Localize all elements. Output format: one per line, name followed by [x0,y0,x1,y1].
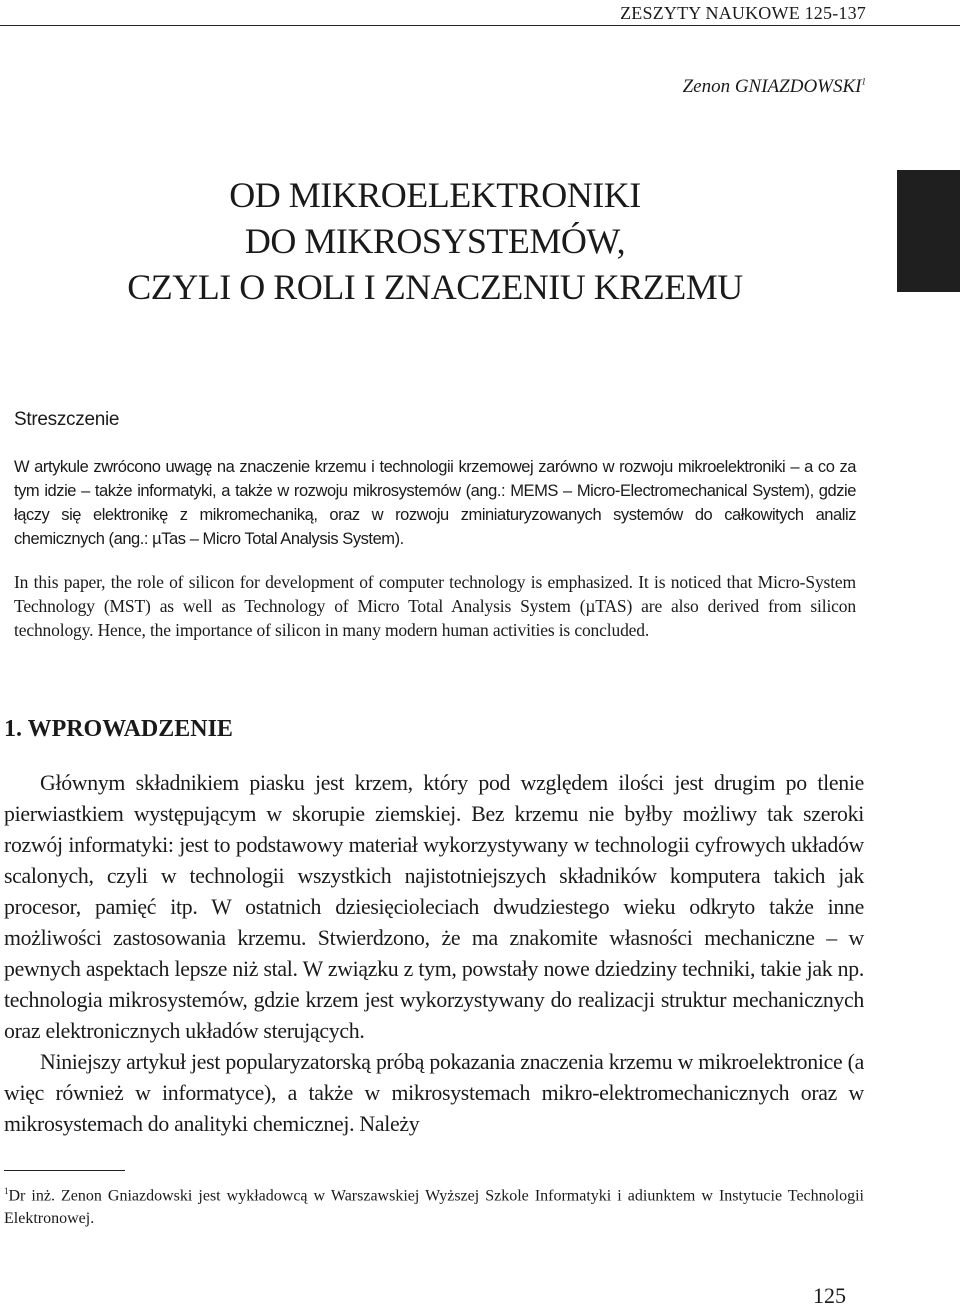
body-text [4,768,864,1140]
journal-name: ZESZYTY NAUKOWE 125-137 [620,3,866,23]
page-number: 125 [813,1283,846,1308]
chapter-side-tab [897,170,960,292]
abstract-heading: Streszczenie [14,409,120,430]
footnote-text: Dr inż. Zenon Gniazdowski jest wykładowcą w Warszawskiej Wyższej Szkole Informatyki i adiunktem w Instytucie Technologii Elektronowej. [4,1187,864,1228]
author-footnote-mark: 1 [861,76,866,87]
title-line: DO MIKROSYSTEMÓW, [244,221,626,261]
author-name: Zenon GNIAZDOWSKI [682,76,862,97]
abstract-polish: W artykule zwrócono uwagę na znaczenie krzemu i technologii krzemowej zarówno w rozwoju mikroelektroniki – a co za tym idzie – także informatyki, a także w rozwoju mikrosystemów (ang.: MEMS – Micro-Electromechanical System), gdzie łączy się elektronikę z mikromechaniką, oraz w rozwoju zminiaturyzowanych systemów do całkowitych analiz chemicznych (ang.: µTas – Micro Total Analysis System). [14,458,856,548]
title-line: OD MIKROELEKTRONIKI [229,175,641,215]
footnote [4,1180,864,1230]
title-line: CZYLI O ROLI I ZNACZENIU KRZEMU [127,267,743,307]
section-heading: 1. WPROWADZENIE [4,716,233,742]
running-header [0,0,960,26]
body-paragraph: Głównym składnikiem piasku jest krzem, który pod względem ilości jest drugim po tlenie pierwiastkiem występującym w skorupie ziemskiej. Bez krzemu nie byłby możliwy tak szeroki rozwój informatyki: jest to podstawowy materiał wykorzystywany w technologii cyfrowych układów scalonych, czyli w technologii wszystkich najistotniejszych składników komputera takich jak procesor, pamięć itp. W ostatnich dziesięcioleciach dwudziestego wieku odkryto także inne możliwości zastosowania krzemu. Stwierdzono, że ma znakomite własności mechaniczne – w pewnych aspektach lepsze niż stal. W związku z tym, powstały nowe dziedziny techniki, takie jak np. technologia mikrosystemów, gdzie krzem jest wykorzystywany do realizacji struktur mechanicznych oraz elektronicznych układów sterujących. [4,771,864,1043]
footnote-rule [4,1170,125,1171]
abstract-english: In this paper, the role of silicon for development of computer technology is emphasized. It is noticed that Micro-System Technology (MST) as well as Technology of Micro Total Analysis System (µTAS) are also derived from silicon technology. Hence, the importance of silicon in many modern human activities is concluded. [14,572,856,640]
author-line [683,76,866,98]
body-paragraph: Niniejszy artykuł jest popularyzatorską próbą pokazania znaczenia krzemu w mikroelektronice (a więc również w informatyce), a także w mikrosystemach mikro-elektromechanicznych oraz w mikrosystemach do analityki chemicznej. Należy [4,1050,864,1136]
article-title [0,172,870,310]
footnote-mark: 1 [4,1186,9,1196]
